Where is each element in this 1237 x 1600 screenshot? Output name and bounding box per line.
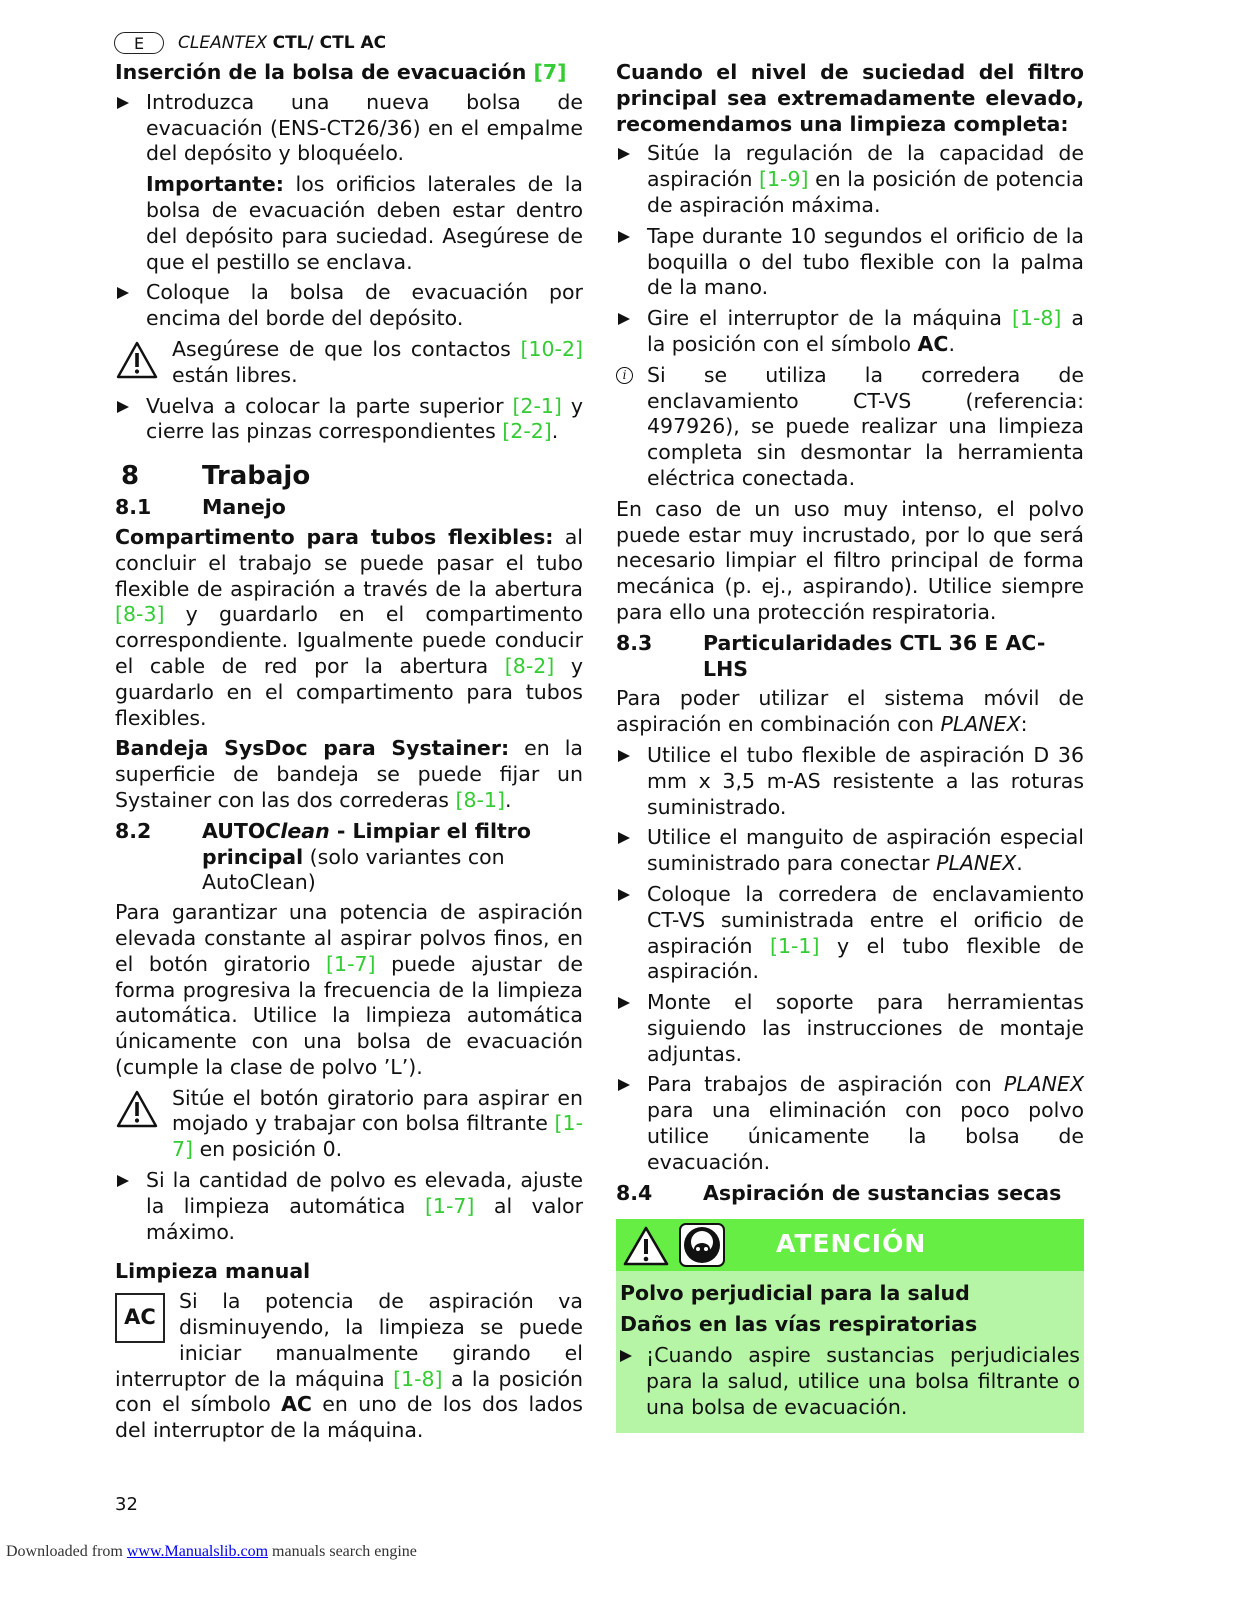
attention-body bbox=[616, 1271, 1084, 1433]
right-column bbox=[616, 60, 1084, 1433]
subheading-manual-cleaning: Limpieza manual bbox=[115, 1259, 311, 1284]
respirator-mask-icon bbox=[679, 1223, 725, 1267]
list-item: Para trabajos de aspiración con PLANEX para una eliminación con poco polvo utilice únicamente la bolsa de evacuación. bbox=[616, 1072, 1084, 1175]
page-number: 32 bbox=[115, 1494, 138, 1515]
list-item: Utilice el manguito de aspiración especial suministrado para conectar PLANEX. bbox=[616, 825, 1084, 877]
paragraph-manual-cleaning: AC Si la potencia de aspiración va disminuyendo, la limpieza se puede iniciar manualmente girando el interruptor de la máquina [1-8] a la posición con el símbolo AC en uno de los dos lados del interruptor de la máquina. bbox=[115, 1289, 583, 1443]
section-title-insertion: Inserción de la bolsa de evacuación [7] bbox=[115, 60, 567, 84]
list-item: Tape durante 10 segundos el orificio de la boquilla o del tubo flexible con la palma de la mano. bbox=[616, 224, 1084, 301]
section-heading-8: 8 Trabajo bbox=[121, 461, 311, 492]
attention-header bbox=[616, 1219, 1084, 1271]
list-item: Monte el soporte para herramientas siguiendo las instrucciones de montaje adjuntas. bbox=[616, 990, 1084, 1067]
page-header bbox=[114, 31, 386, 55]
section-heading-8-4: 8.4 Aspiración de sustancias secas bbox=[616, 1180, 1062, 1205]
attention-title: ATENCIÓN bbox=[776, 1229, 927, 1259]
paragraph-compartment: Compartimento para tubos flexibles: al concluir el trabajo se puede pasar el tubo flexible de aspiración a través de la abertura [8-3] y guardarlo en el compartimento correspondiente. Igualmente puede conducir el cable de red por la abertura [8-2] y guardarlo en el compartimento para tubos flexibles. bbox=[115, 524, 584, 730]
paragraph-tray: Bandeja SysDoc para Systainer: en la superficie de bandeja se puede fijar un Systainer con las dos correderas [8-1]. bbox=[115, 736, 583, 812]
list-item: Coloque la bolsa de evacuación por encima del borde del depósito. bbox=[115, 280, 583, 332]
list-item: Si la cantidad de polvo es elevada, ajuste la limpieza automática [1-7] al valor máximo. bbox=[115, 1168, 583, 1245]
left-column bbox=[115, 60, 583, 1449]
info-note: i Si se utiliza la corredera de enclavamiento CT-VS (referencia: 497926), se puede realizar una limpieza completa sin desmontar la herramienta eléctrica conectada. bbox=[616, 363, 1084, 492]
list-item: Vuelva a colocar la parte superior [2-1] y cierre las pinzas correspondientes [2-2]. bbox=[115, 394, 583, 446]
paragraph-planex: Para poder utilizar el sistema móvil de aspiración en combinación con PLANEX: bbox=[616, 686, 1084, 737]
warning-note: Sitúe el botón giratorio para aspirar en mojado y trabajar con bolsa filtrante [1-7] en posición 0. bbox=[115, 1086, 583, 1163]
download-footer: Downloaded from www.Manualslib.com manuals search engine bbox=[6, 1543, 417, 1560]
section-heading-8-2: 8.2 AUTOClean - Limpiar el filtro principal (solo variantes con AutoClean) bbox=[115, 818, 531, 895]
list-item: Sitúe la regulación de la capacidad de aspiración [1-9] en la posición de potencia de aspiración máxima. bbox=[616, 141, 1084, 218]
warning-note: Asegúrese de que los contactos [10-2] están libres. bbox=[115, 337, 583, 389]
product-name: CLEANTEX CTL/ CTL AC bbox=[178, 33, 387, 53]
attention-box bbox=[616, 1219, 1084, 1433]
list-item: Introduzca una nueva bolsa de evacuación (ENS-CT26/36) en el empalme del depósito y bloquéelo. bbox=[115, 90, 583, 167]
attention-heading: Daños en las vías respiratorias bbox=[620, 1312, 978, 1337]
manualslib-link[interactable]: www.Manualslib.com bbox=[126, 1543, 269, 1560]
list-item: ¡Cuando aspire sustancias perjudiciales para la salud, utilice una bolsa filtrante o una bolsa de evacuación. bbox=[620, 1343, 1080, 1420]
attention-heading: Polvo perjudicial para la salud bbox=[620, 1281, 970, 1306]
list-item: Gire el interruptor de la máquina [1-8] a la posición con el símbolo AC. bbox=[616, 306, 1084, 358]
info-icon: i bbox=[616, 367, 633, 384]
paragraph-intensive-use: En caso de un uso muy intenso, el polvo puede estar muy incrustado, por lo que será necesario limpiar el filtro principal de forma mecánica (p. ej., aspirando). Utilice siempre para ello una protección respiratoria. bbox=[616, 496, 1084, 624]
section-heading-8-1: 8.1 Manejo bbox=[115, 495, 286, 520]
warning-triangle-icon bbox=[116, 1090, 158, 1128]
warning-triangle-icon bbox=[116, 341, 158, 379]
section-heading-8-3: 8.3 Particularidades CTL 36 E AC-LHS bbox=[616, 630, 1046, 681]
ac-symbol-icon: AC bbox=[115, 1293, 165, 1343]
warning-triangle-icon bbox=[622, 1225, 670, 1267]
paragraph-autoclean: Para garantizar una potencia de aspiración elevada constante al aspirar polvos finos, en el botón giratorio [1-7] puede ajustar de forma progresiva la frecuencia de la limpieza automática. Utilice la limpieza automática únicamente con una bolsa de evacuación (cumple la clase de polvo ’L’). bbox=[115, 900, 583, 1079]
intro-full-cleaning: Cuando el nivel de suciedad del filtro principal sea extremadamente elevado, recomendamos una limpieza completa: bbox=[616, 60, 1084, 136]
important-note: Importante: los orificios laterales de la bolsa de evacuación deben estar dentro del depósito para suciedad. Asegúrese de que el pestillo se enclava. bbox=[146, 172, 583, 274]
list-item: Utilice el tubo flexible de aspiración D 36 mm x 3,5 m-AS resistente a las roturas suministrado. bbox=[616, 743, 1084, 820]
language-badge: E bbox=[114, 32, 164, 54]
list-item: Coloque la corredera de enclavamiento CT-VS suministrada entre el orificio de aspiración [1-1] y el tubo flexible de aspiración. bbox=[616, 882, 1084, 985]
